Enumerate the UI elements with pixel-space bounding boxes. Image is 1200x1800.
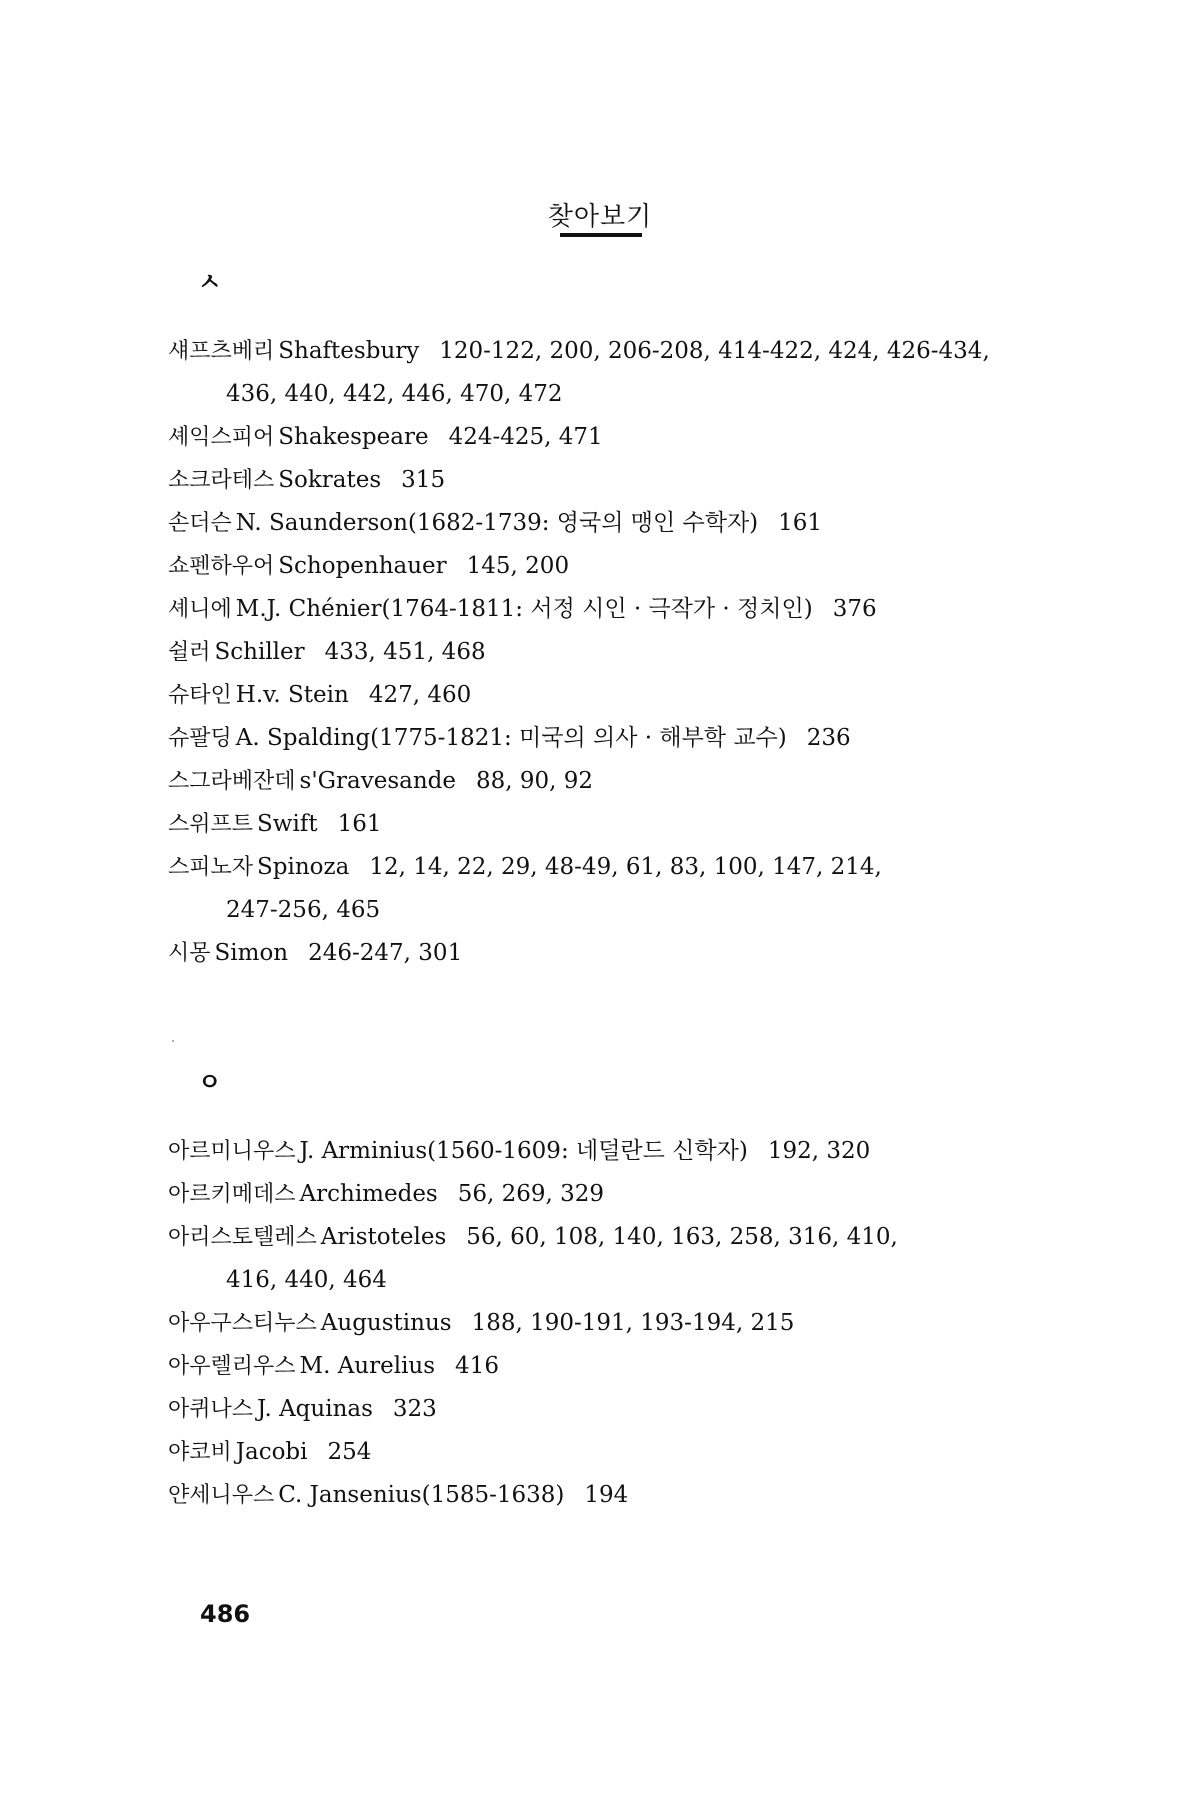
index-entry-spalding <box>168 717 1028 760</box>
entry-korean: 셰익스피어 <box>168 425 275 450</box>
entry-pages-continued: 416, 440, 464 <box>226 1267 387 1293</box>
entry-name: H.v. Stein <box>235 682 349 708</box>
index-entry-augustinus <box>168 1302 1028 1345</box>
entry-korean: 쉴러 <box>168 640 211 665</box>
entry-pages: 161 <box>337 811 382 837</box>
entry-name: Schiller <box>214 639 305 665</box>
index-entry-shakespeare <box>168 416 1028 459</box>
entry-pages: 188, 190-191, 193-194, 215 <box>471 1310 795 1336</box>
index-entry-jacobi <box>168 1431 1028 1474</box>
index-entry-chenier <box>168 588 1028 631</box>
index-entry-schiller <box>168 631 1028 674</box>
index-entry-aristoteles <box>168 1216 1028 1302</box>
index-entry-saunderson <box>168 502 1028 545</box>
scan-speck <box>172 1040 174 1042</box>
entry-name: A. Spalding(1775-1821: 미국의 의사 · 해부학 교수) <box>235 725 787 751</box>
entry-pages: 376 <box>832 596 877 622</box>
entry-name: Shakespeare <box>278 424 429 450</box>
index-entry-shaftesbury <box>168 330 1028 416</box>
entry-name: Augustinus <box>320 1310 452 1336</box>
index-entry-sokrates <box>168 459 1028 502</box>
entry-korean: 시몽 <box>168 941 211 966</box>
entry-pages: 56, 60, 108, 140, 163, 258, 316, 410, <box>466 1224 898 1250</box>
entry-pages: 416 <box>455 1353 499 1379</box>
index-entry-aurelius <box>168 1345 1028 1388</box>
index-entry-gravesande <box>168 760 1028 803</box>
entry-pages: 194 <box>584 1482 629 1508</box>
entry-name: M.J. Chénier(1764-1811: 서정 시인 · 극작가 · 정치인) <box>235 596 813 622</box>
page-number: 486 <box>200 1600 251 1628</box>
entry-korean: 아리스토텔레스 <box>168 1225 317 1250</box>
entry-pages: 12, 14, 22, 29, 48-49, 61, 83, 100, 147, 214, <box>369 854 882 880</box>
entry-korean: 손더슨 <box>168 511 232 536</box>
entry-pages: 192, 320 <box>767 1138 871 1164</box>
index-entry-spinoza <box>168 846 1028 932</box>
entry-name: Jacobi <box>235 1439 308 1465</box>
entry-pages: 424-425, 471 <box>448 424 603 450</box>
entry-korean: 스피노자 <box>168 855 254 880</box>
entry-name: Spinoza <box>257 854 350 880</box>
entry-pages-continued: 247-256, 465 <box>226 897 381 923</box>
entry-korean: 슈타인 <box>168 683 232 708</box>
entry-name: Shaftesbury <box>278 338 420 364</box>
index-title: 찾아보기 <box>547 202 653 232</box>
entry-korean: 섀프츠베리 <box>168 339 275 364</box>
entry-korean: 소크라테스 <box>168 468 275 493</box>
index-entry-arminius <box>168 1130 1028 1173</box>
index-entry-schopenhauer <box>168 545 1028 588</box>
entry-korean: 아퀴나스 <box>168 1397 254 1422</box>
entry-korean: 아르키메데스 <box>168 1182 296 1207</box>
entry-name: Sokrates <box>278 467 382 493</box>
entry-pages: 120-122, 200, 206-208, 414-422, 424, 426-434, <box>439 338 990 364</box>
index-entry-stein <box>168 674 1028 717</box>
entry-korean: 아우렐리우스 <box>168 1354 296 1379</box>
entry-pages: 323 <box>392 1396 437 1422</box>
entry-pages: 56, 269, 329 <box>457 1181 605 1207</box>
entry-pages: 161 <box>778 510 823 536</box>
entry-korean: 셰니에 <box>168 597 232 622</box>
entry-korean: 아르미니우스 <box>168 1139 296 1164</box>
title-underline <box>560 233 642 237</box>
entry-name: Schopenhauer <box>278 553 447 579</box>
entry-name: J. Aquinas <box>257 1396 373 1422</box>
entry-name: N. Saunderson(1682-1739: 영국의 맹인 수학자) <box>235 510 759 536</box>
entry-pages: 246-247, 301 <box>308 940 463 966</box>
entry-pages: 427, 460 <box>368 682 472 708</box>
entry-name: Swift <box>257 811 318 837</box>
entry-pages-continued: 436, 440, 442, 446, 470, 472 <box>226 381 563 407</box>
index-entry-archimedes <box>168 1173 1028 1216</box>
entry-korean: 스위프트 <box>168 812 254 837</box>
entry-pages: 236 <box>806 725 851 751</box>
entry-pages: 254 <box>327 1439 372 1465</box>
section-letter-o: ㅇ <box>198 1068 222 1096</box>
entry-name: Aristoteles <box>320 1224 447 1250</box>
entry-korean: 얀세니우스 <box>168 1483 275 1508</box>
entry-pages: 433, 451, 468 <box>324 639 486 665</box>
section-letter-s: ㅅ <box>198 268 222 296</box>
entry-korean: 아우구스티누스 <box>168 1311 317 1336</box>
entry-name: J. Arminius(1560-1609: 네덜란드 신학자) <box>299 1138 748 1164</box>
entry-name: Archimedes <box>299 1181 438 1207</box>
entry-pages: 145, 200 <box>466 553 570 579</box>
entry-name: s'Gravesande <box>299 768 456 794</box>
entry-pages: 88, 90, 92 <box>476 768 594 794</box>
index-entry-simon <box>168 932 1028 975</box>
entry-korean: 스그라베잔데 <box>168 769 296 794</box>
entry-korean: 야코비 <box>168 1440 232 1465</box>
index-entry-jansenius <box>168 1474 1028 1517</box>
entry-name: C. Jansenius(1585-1638) <box>278 1482 565 1508</box>
entry-korean: 쇼펜하우어 <box>168 554 275 579</box>
entry-pages: 315 <box>401 467 446 493</box>
entry-name: M. Aurelius <box>299 1353 436 1379</box>
index-entry-aquinas <box>168 1388 1028 1431</box>
entry-korean: 슈팔딩 <box>168 726 232 751</box>
entry-name: Simon <box>214 940 289 966</box>
index-entry-swift <box>168 803 1028 846</box>
